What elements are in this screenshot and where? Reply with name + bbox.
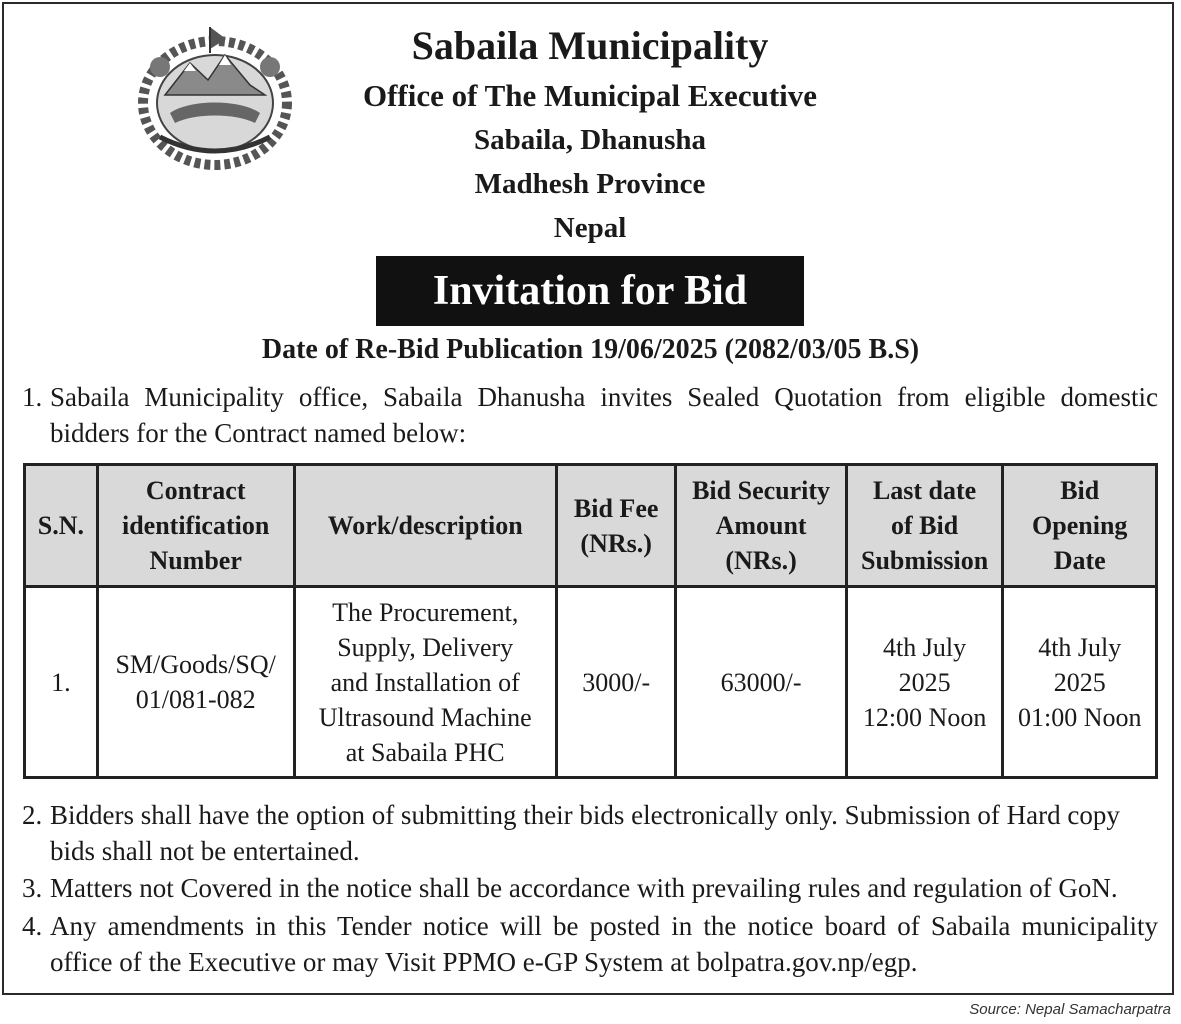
bid-table (23, 463, 1158, 779)
province-name: Madhesh Province (474, 168, 706, 200)
government-emblem-icon (130, 25, 300, 175)
paragraph-line: Matters not Covered in the notice shall be accordance with prevailing rules and regulation of GoN. (50, 873, 1118, 903)
paragraph-3 (22, 870, 1158, 906)
paragraph-1 (22, 379, 1158, 451)
cell-sn: 1. (25, 587, 98, 778)
table-header-row (25, 465, 1157, 587)
paragraph-line: Sabaila Municipality office, Sabaila Dhanusha invites Sealed Quotation from eligible domestic (50, 382, 1158, 412)
paragraph-number: 4. (22, 911, 43, 941)
cell-opening-date: 4th July 2025 01:00 Noon (1003, 587, 1157, 778)
table-row (25, 587, 1157, 778)
paragraph-4 (22, 908, 1158, 980)
cell-work-description: The Procurement, Supply, Delivery and Installation of Ultrasound Machine at Sabaila PHC (294, 587, 556, 778)
paragraph-line: Any amendments in this Tender notice will be posted in the notice board of Sabaila municipality (50, 911, 1158, 941)
municipality-title: Sabaila Municipality (411, 23, 769, 68)
col-header-opening-date: Bid Opening Date (1003, 465, 1157, 587)
col-header-contract-id: Contract identification Number (97, 465, 294, 587)
source-credit: Source: Nepal Samacharpatra (969, 1001, 1171, 1018)
country-name: Nepal (553, 212, 627, 244)
paragraph-line: office of the Executive or may Visit PPMO e-GP System at bolpatra.gov.np/egp. (50, 947, 918, 977)
paragraph-number: 2. (22, 800, 43, 830)
office-location: Sabaila, Dhanusha (473, 124, 707, 156)
paragraph-2 (22, 797, 1158, 869)
col-header-last-date: Last date of Bid Submission (846, 465, 1003, 587)
cell-bid-fee: 3000/- (556, 587, 676, 778)
paragraph-line: bidders for the Contract named below: (50, 418, 467, 448)
col-header-sn: S.N. (25, 465, 98, 587)
office-name: Office of The Municipal Executive (362, 78, 818, 113)
cell-last-date: 4th July 2025 12:00 Noon (846, 587, 1003, 778)
col-header-bid-security: Bid Security Amount (NRs.) (676, 465, 846, 587)
paragraph-line: Bidders shall have the option of submitting their bids electronically only. Submission of Hard copy (50, 800, 1120, 830)
col-header-work: Work/description (294, 465, 556, 587)
paragraph-number: 3. (22, 873, 43, 903)
paragraph-line: bids shall not be entertained. (50, 836, 360, 866)
paragraph-number: 1. (22, 382, 43, 412)
col-header-bid-fee: Bid Fee (NRs.) (556, 465, 676, 587)
invitation-banner: Invitation for Bid (376, 256, 804, 326)
publication-date: Date of Re-Bid Publication 19/06/2025 (2082/03/05 B.S) (261, 334, 920, 365)
cell-contract-id: SM/Goods/SQ/ 01/081-082 (97, 587, 294, 778)
cell-bid-security: 63000/- (676, 587, 846, 778)
